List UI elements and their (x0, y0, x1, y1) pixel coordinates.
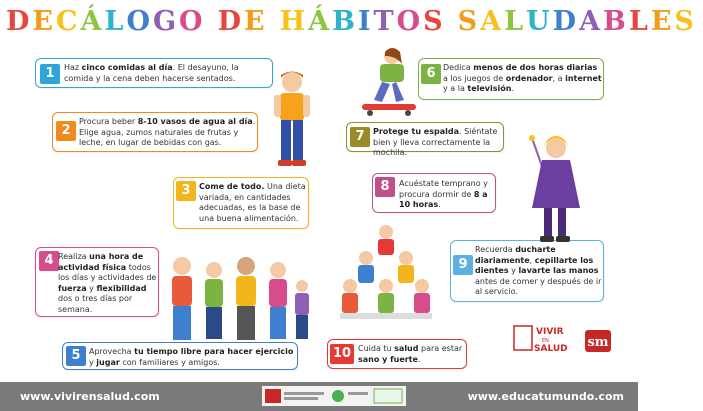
habit-number-badge: 6 (421, 64, 441, 84)
title-letter: E (650, 6, 675, 37)
family-group-figure (162, 252, 312, 346)
title-letter: E (244, 6, 268, 37)
habit-text-part: y (89, 357, 97, 367)
title-letter: Á (80, 6, 105, 37)
habit-text-part: Acuéstate temprano y procura dormir de (399, 179, 488, 199)
title-word (6, 6, 206, 37)
habit-text-bold: lavarte las manos (518, 266, 599, 275)
habit-text-bold: jugar (96, 357, 120, 367)
educatumundo-link[interactable]: www.educatumundo.com (467, 390, 624, 403)
habit-text-part: , a (552, 73, 566, 83)
title-letter: Á (308, 6, 333, 37)
habit-text (58, 252, 158, 315)
habit-text (358, 344, 466, 365)
girl-skateboard-figure (352, 44, 422, 118)
boy-standing-figure (262, 68, 322, 178)
habit-text-part: Realiza (58, 252, 90, 261)
habit-number-badge: 4 (39, 251, 59, 271)
habit-number-badge: 9 (453, 255, 473, 275)
title-letter: O (126, 6, 153, 37)
habit-text-part: Cuida tu (358, 344, 395, 353)
habit-card-9 (450, 240, 604, 302)
habit-number-badge: 8 (375, 177, 395, 197)
habit-text-part: Aprovecha (89, 347, 135, 356)
title-letter: A (579, 6, 604, 37)
habit-text-part: Haz (64, 63, 82, 72)
title-letter: B (603, 6, 629, 37)
habit-card-6 (418, 58, 604, 100)
habit-text (443, 63, 603, 95)
habit-text (399, 179, 495, 211)
habit-text-bold: cepillarte los dientes (475, 255, 594, 275)
sponsor-logos-strip (262, 386, 406, 406)
habit-text-bold: 8 a 10 horas (399, 189, 488, 209)
habit-text (79, 117, 257, 149)
title-word (280, 6, 446, 37)
title-letter: D (552, 6, 580, 37)
footer-bar (0, 382, 638, 411)
title-letter: S (674, 6, 697, 37)
title-word (458, 6, 697, 37)
habit-number-badge: 10 (330, 344, 354, 364)
title-word (218, 6, 268, 37)
title-letter: A (480, 6, 505, 37)
kids-pyramid-figure (336, 222, 436, 330)
svg-text:SALUD: SALUD (534, 344, 568, 354)
title-letter: D (217, 6, 244, 37)
habit-text-part: Dedica (443, 63, 474, 72)
habit-text-part: con familiares y amigos. (119, 357, 220, 367)
habit-number-badge: 2 (56, 121, 76, 141)
habit-text-part: para estar (418, 344, 463, 353)
habit-text-bold: tu tiempo libre para hacer ejercicio (134, 347, 294, 356)
habit-text-part: . Elige agua, zumos naturales de frutas y leche, en lugar de bebidas con gas. (79, 117, 256, 147)
title-letter: L (628, 6, 651, 37)
habit-text-bold: Come de todo. (199, 182, 265, 191)
habit-text-part: , (529, 255, 535, 265)
habit-text-bold: cinco comidas al día (81, 63, 173, 72)
habit-text-bold: una hora de actividad física (58, 252, 144, 272)
habit-text-part: y (86, 283, 97, 293)
title-letter: I (357, 6, 374, 37)
page-title (0, 6, 697, 40)
title-letter: O (179, 6, 206, 37)
habit-text (373, 127, 503, 159)
habit-card-3 (173, 177, 309, 229)
habit-number-badge: 1 (40, 64, 60, 84)
habit-text-part: antes de comer y después de ir al servicio. (475, 276, 602, 296)
habit-card-5 (62, 342, 298, 370)
title-letter: T (373, 6, 397, 37)
habit-card-8 (372, 173, 496, 213)
svg-text:VIVIR: VIVIR (536, 327, 564, 337)
habit-text-part: . (417, 354, 421, 364)
habit-text (475, 245, 603, 298)
habit-card-4 (35, 247, 159, 317)
habit-text-bold: ducharte diariamente (475, 245, 556, 265)
habit-text-bold: menos de dos horas diarias (473, 63, 598, 72)
habit-text-part: . (511, 84, 515, 93)
habit-number-badge: 5 (66, 346, 86, 366)
habit-text-bold: Protege tu espalda (373, 127, 459, 136)
habit-card-10 (327, 339, 467, 369)
sm-logo (585, 330, 611, 356)
title-letter: O (396, 6, 424, 37)
habit-text-bold: ordenador (505, 73, 553, 83)
habit-text-part: y (508, 266, 519, 275)
habit-text-part: todos los días y actividades de (58, 262, 157, 282)
title-letter: L (104, 6, 127, 37)
title-letter: G (152, 6, 180, 37)
habit-text (199, 182, 309, 224)
habit-text-part: Una dieta variada, en cantidades adecuadas, es la base de una buena alimentación. (199, 182, 306, 223)
title-letter: H (279, 6, 309, 37)
girl-purple-wand-figure (524, 128, 584, 246)
habit-text (64, 63, 270, 84)
svg-text:sm: sm (587, 335, 609, 350)
habit-text-bold: 8-10 vasos de agua al día (137, 117, 253, 126)
habit-text (89, 347, 297, 368)
habit-text-bold: flexibilidad (96, 283, 147, 293)
title-letter: L (504, 6, 527, 37)
habit-text-bold: fuerza (58, 283, 87, 293)
title-letter: S (457, 6, 481, 37)
habit-text-bold: internet (565, 73, 602, 83)
title-letter: S (423, 6, 446, 37)
habit-text-part: . Siéntate bien y lleva correctamente la mochila. (373, 127, 498, 157)
habit-number-badge: 3 (176, 181, 196, 201)
habit-card-1 (35, 58, 273, 88)
habit-text-part: Recuerda (475, 245, 516, 254)
title-letter: C (56, 6, 81, 37)
habit-text-part: a los juegos de (443, 73, 506, 83)
habit-text-part: . (438, 200, 441, 209)
habit-card-2 (52, 112, 258, 152)
title-letter: B (332, 6, 358, 37)
habit-text-bold: sano y fuerte (358, 354, 418, 364)
habit-text-bold: salud (394, 344, 419, 353)
habit-card-7 (346, 122, 504, 157)
svg-text:EN: EN (542, 338, 549, 344)
vivir-en-salud-logo (512, 320, 572, 364)
vivirensalud-link[interactable]: www.vivirensalud.com (20, 390, 160, 403)
title-letter: U (526, 6, 553, 37)
habit-text-part: dos o tres días por semana. (58, 294, 133, 314)
habit-text-part: Procura beber (79, 117, 138, 126)
title-letter: D (6, 6, 33, 37)
title-letter: E (32, 6, 57, 37)
habit-text-bold: televisión (467, 84, 512, 93)
habit-number-badge: 7 (350, 127, 370, 147)
habit-text-part: . El desayuno, la comida y la cena deben hacerse sentados. (64, 63, 239, 83)
habit-text-part: y a la (443, 84, 468, 93)
